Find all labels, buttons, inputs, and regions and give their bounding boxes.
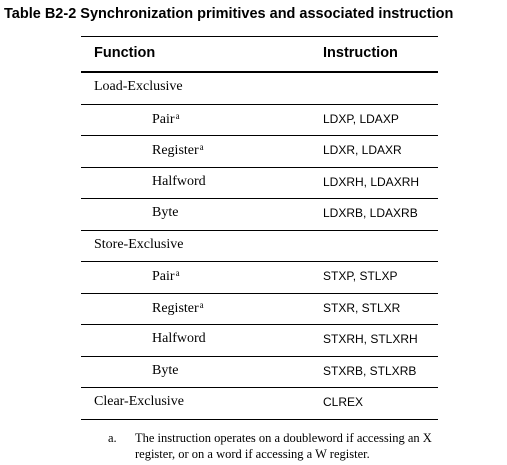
footnote-text: The instruction operates on a doubleword if accessing an X register, or on a word if accessing a W register.: [135, 431, 432, 461]
footnote-ref: a: [175, 110, 180, 121]
table-header-row: [81, 36, 438, 73]
function-cell: Clear-Exclusive: [94, 394, 184, 409]
table-row: [81, 199, 438, 231]
table-row: [81, 136, 438, 168]
table-caption: Table B2-2 Synchronization primitives and associated instruction: [4, 6, 454, 22]
table-footnote: [108, 430, 468, 462]
table-row: [81, 294, 438, 326]
table-row: [81, 388, 438, 420]
table-row: [81, 231, 438, 263]
footnote-mark: a.: [108, 431, 117, 445]
instruction-cell: LDXRB, LDAXRB: [323, 206, 418, 220]
function-cell: Store-Exclusive: [94, 236, 184, 252]
function-cell: Pair$^a$: [152, 268, 180, 284]
footnote-ref: a: [199, 142, 204, 152]
instruction-cell: CLREX: [323, 395, 364, 409]
function-cell: Halfword: [152, 173, 206, 189]
header-instruction: Instruction: [323, 45, 398, 61]
instruction-cell: LDXR, LDAXR: [323, 143, 402, 157]
instruction-cell: STXRH, STLXRH: [323, 332, 418, 346]
header-function: Function: [94, 45, 156, 61]
footnote-ref: a: [199, 299, 204, 310]
table-row: [81, 105, 438, 137]
function-cell: Byte: [152, 362, 179, 378]
synchronization-primitives-table: [81, 36, 438, 420]
function-cell: Pair$^a$: [152, 110, 180, 127]
instruction-cell: LDXP, LDAXP: [323, 111, 399, 126]
function-cell: Byte: [152, 205, 179, 220]
instruction-cell: STXR, STLXR: [323, 300, 401, 315]
function-cell: Register$^a$: [152, 142, 204, 158]
table-row: [81, 73, 438, 105]
function-cell: Register$^a$: [152, 299, 204, 316]
instruction-cell: STXP, STLXP: [323, 269, 398, 283]
table-row: [81, 262, 438, 294]
table-row: [81, 168, 438, 200]
instruction-cell: LDXRH, LDAXRH: [323, 174, 420, 189]
function-cell: Halfword: [152, 331, 206, 346]
table-row: [81, 357, 438, 389]
table-row: [81, 325, 438, 357]
instruction-cell: STXRB, STLXRB: [323, 363, 417, 378]
footnote-ref: a: [175, 268, 180, 278]
function-cell: Load-Exclusive: [94, 79, 183, 94]
